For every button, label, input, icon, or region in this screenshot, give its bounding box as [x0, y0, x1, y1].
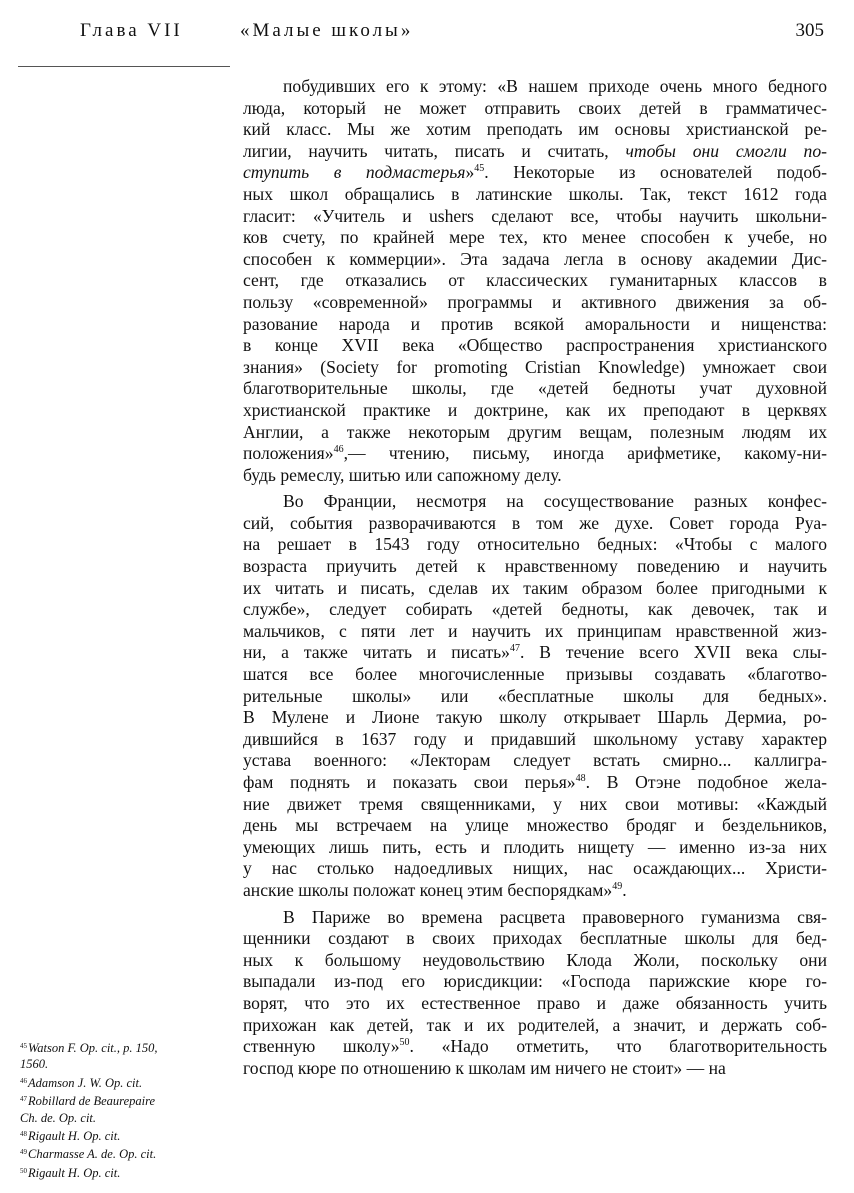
text-line [243, 642, 827, 664]
text-line: в конце XVII века «Общество распространения христианского [243, 335, 827, 356]
footnote-text: Ch. de. Op. cit. [20, 1110, 97, 1125]
footnote-line [20, 1056, 220, 1072]
footnote-ref: 46 [333, 444, 344, 456]
text-line: прихожан как детей, так и их родителей, а значит, и держать соб- [243, 1014, 827, 1035]
text-line [243, 162, 827, 184]
text-line: побудивших его к этому: «В нашем приходе очень много бедного [283, 76, 827, 96]
text-line: ных школ обращались в латинские школы. Так, текст 1612 года [243, 183, 827, 204]
chapter-label: Глава VII [80, 20, 183, 41]
footnote-ref: 45 [474, 163, 485, 175]
footnote-text: Watson F. Op. cit., p. 150, [28, 1041, 158, 1055]
text-line: знания» (Society for promoting Cristian Knowledge) умножает свои [243, 356, 827, 377]
text-line: В Мулене и Лионе такую школу открывает Шарль Дермиа, ро- [243, 707, 827, 728]
text-run: . В Отэне подобное жела- [585, 772, 827, 792]
text-line: на решает в 1543 году относительно бедных: «Чтобы с малого [243, 534, 827, 555]
text-run: . [622, 879, 627, 900]
footnote-ref: 49 [612, 880, 623, 892]
page-number: 305 [795, 20, 824, 41]
paragraph [243, 76, 827, 486]
italic-text: ступить в подмастерья [243, 162, 466, 183]
text-line: щенники создают в своих приходах бесплатные школы для бед- [243, 928, 827, 949]
italic-text: чтобы они смогли по- [625, 140, 827, 161]
text-line: способен к коммерции». Эта задача легла в основу академии Дис- [243, 248, 827, 269]
header-rule [18, 66, 230, 67]
footnote-text: Rigault H. Op. cit. [28, 1129, 121, 1144]
footnote-number: 50 [20, 1166, 27, 1175]
text-line: люда, который не может отправить своих детей в грамматичес- [243, 97, 827, 118]
text-line: господ кюре по отношению к школам им ничего не стоит» — на [243, 1057, 726, 1078]
text-run: . Некоторые из основателей подоб- [484, 162, 827, 183]
paragraph [243, 491, 827, 901]
text-line: устава военного: «Лекторам следует встать смирно... каллигра- [243, 750, 827, 771]
text-run: лигии, научить читать, писать и считать, [243, 140, 626, 161]
footnote-text: Rigault H. Op. cit. [28, 1165, 121, 1180]
text-line: мальчиков, с пяти лет и научить их принципам нравственной жиз- [243, 620, 827, 641]
text-line [243, 443, 827, 465]
footnote-text: 1560. [20, 1057, 49, 1072]
text-line: Во Франции, несмотря на сосуществование разных конфес- [283, 491, 827, 512]
text-run: . В течение всего XVII века слы- [519, 642, 828, 663]
footnote-text: Robillard de Beaurepaire [28, 1094, 156, 1109]
text-line: рительные школы» или «бесплатные школы для бедных». [243, 685, 827, 706]
text-run: фам поднять и показать свои перья» [243, 772, 576, 792]
text-line: шатся все более многочисленные призывы создавать «благотво- [243, 664, 827, 685]
page-header [0, 0, 854, 60]
text-line: ворят, что это их естественное право и даже обязанность учить [243, 992, 827, 1013]
footnote-line [20, 1038, 220, 1056]
footnote-ref: 47 [509, 643, 520, 655]
text-line: их читать и писать, сделав их таким образом более пригодными к [243, 577, 827, 598]
text-line: будь ремеслу, шитью или сапожному делу. [243, 464, 562, 485]
footnote-number: 49 [20, 1148, 27, 1157]
text-line: службе», следует собирать «детей бедноты, как девочек, так и [243, 599, 827, 620]
footnote-text: Adamson J. W. Op. cit. [28, 1075, 143, 1090]
footnote-number: 48 [20, 1130, 27, 1139]
text-line: сий, события разворачиваются в том же духе. Совет города Руа- [243, 512, 827, 533]
footnote-line [20, 1126, 220, 1144]
running-title: «Малые школы» [240, 20, 414, 41]
text-line: В Париже во времена расцвета правоверного гуманизма свя- [283, 906, 827, 927]
text-run: ,— чтению, письму, иногда арифметике, какому-ни- [343, 443, 827, 464]
footnote-line [20, 1144, 220, 1162]
footnote-line [20, 1110, 220, 1126]
text-run: ни, а также читать и писать» [243, 642, 510, 663]
footnote-ref: 48 [575, 773, 586, 784]
text-line: Англии, а также некоторым другим вещам, полезным людям их [243, 421, 827, 442]
footnote-ref: 50 [399, 1037, 410, 1049]
footnote-number: 46 [20, 1076, 27, 1085]
footnote-number: 45 [20, 1042, 27, 1050]
text-line: кий класс. Мы же хотим преподать им основы христианской ре- [243, 119, 827, 140]
text-run: . «Надо отметить, что благотворительность [409, 1036, 827, 1057]
text-line: сент, где отказались от классических гуманитарных классов в [243, 270, 827, 291]
text-line: умеющих лишь пить, есть и плодить нищету — именно из-за них [243, 836, 827, 857]
footnote-line [20, 1163, 220, 1181]
text-line: разование народа и против всякой аморальности и нищенства: [243, 313, 827, 334]
main-text [243, 76, 827, 1079]
text-line [243, 772, 827, 794]
footnote-line [20, 1073, 220, 1091]
text-line: дившийся в 1637 году и придавший школьному уставу характер [243, 728, 827, 749]
text-line: ных к большому неудовольствию Клода Жоли, поскольку они [243, 949, 827, 970]
text-line [243, 141, 827, 163]
text-run: анские школы положат конец этим беспорядкам» [243, 879, 613, 900]
text-line [243, 880, 827, 902]
text-line: благотворительные школы, где «детей бедноты учат духовной [243, 378, 827, 399]
text-line [243, 1036, 827, 1058]
text-line: пользу «современной» программы и активного движения за об- [243, 291, 827, 312]
footnote-line [20, 1091, 220, 1109]
text-run: ственную школу» [243, 1036, 400, 1057]
text-run: положения» [243, 443, 334, 464]
text-run: » [465, 162, 475, 183]
text-line: выпадали из-под его юрисдикции: «Господа парижские кюре го- [243, 971, 827, 992]
footnotes [20, 1038, 220, 1181]
footnote-number: 47 [20, 1095, 27, 1104]
text-line: возраста приучить детей к нравственному поведению и научить [243, 556, 827, 577]
text-line: ков счету, по крайней мере тех, кто менее способен к учебе, но [243, 227, 827, 248]
footnote-text: Charmasse A. de. Op. cit. [28, 1147, 157, 1162]
paragraph [243, 907, 827, 1080]
text-line: у нас столько надоедливых нищих, нас осаждающих... Христи- [243, 858, 827, 879]
text-line: ние движет тремя священниками, у них свои мотивы: «Каждый [243, 793, 827, 814]
text-line: христианской практике и доктрине, как их преподают в церквях [243, 399, 827, 420]
text-line: день мы встречаем на улице множество бродяг и бездельников, [243, 815, 827, 836]
text-line: гласит: «Учитель и ushers сделают все, чтобы научить школьни- [243, 205, 827, 226]
